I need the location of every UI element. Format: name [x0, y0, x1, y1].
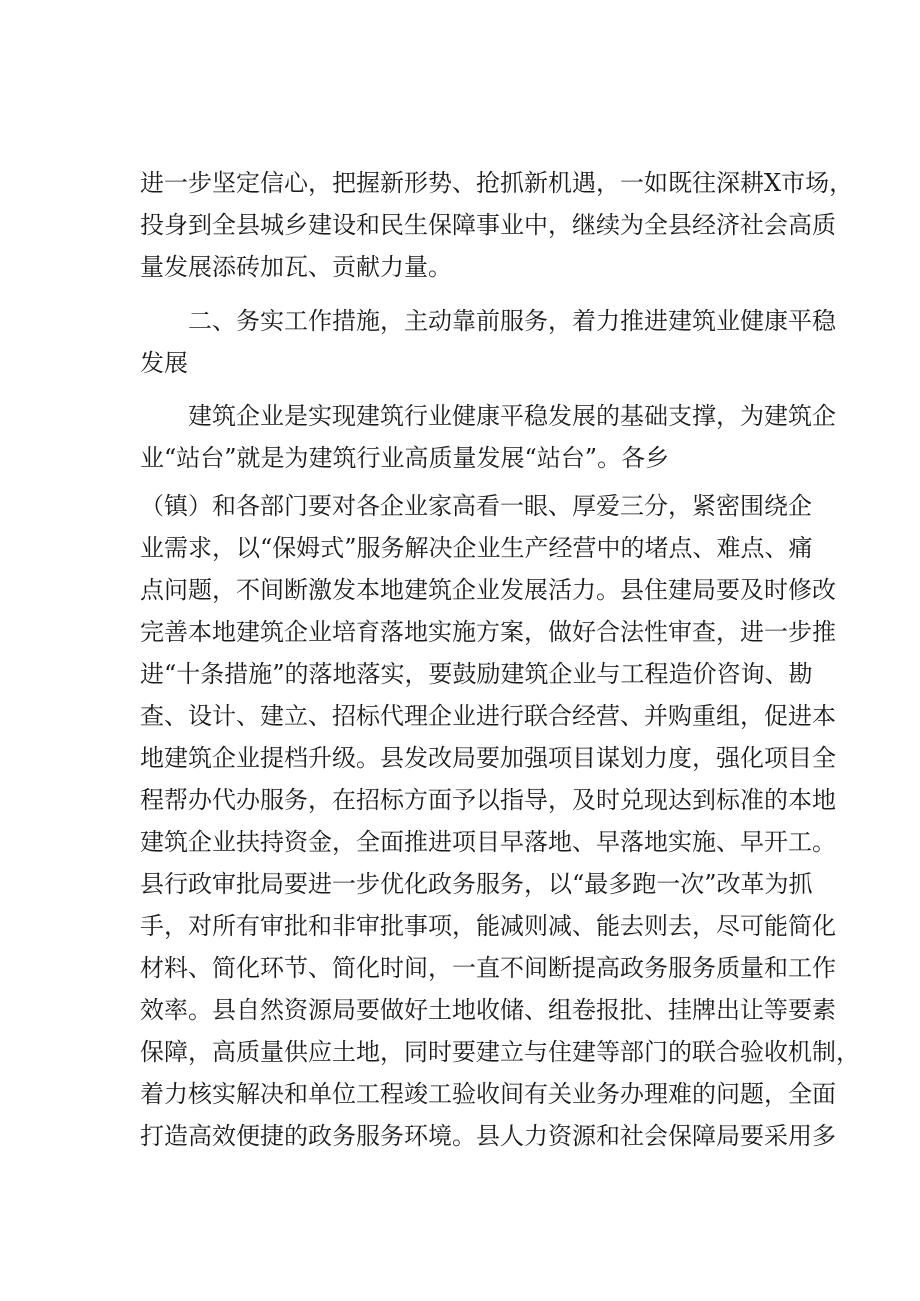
paragraph-2-line-10: 程帮办代办服务，在招标方面予以指导，及时兑现达到标准的本地 — [140, 786, 836, 814]
paragraph-2-line-17: 着力核实解决和单位工程竣工验收间有关业务办理难的问题，全面 — [140, 1080, 836, 1108]
paragraph-2-line-15: 效率。县自然资源局要做好土地收储、组卷报批、挂牌出让等要素 — [140, 996, 836, 1024]
paragraph-2-line-4: 业需求，以“保姆式”服务解决企业生产经营中的堵点、难点、痛 — [140, 534, 813, 562]
section-heading-line-1: 二、务实工作措施，主动靠前服务，着力推进建筑业健康平稳 — [188, 307, 836, 335]
paragraph-1-line-2: 投身到全县城乡建设和民生保障事业中，继续为全县经济社会高质 — [140, 211, 836, 239]
paragraph-1-line-3: 量发展添砖加瓦、贡献力量。 — [140, 253, 452, 281]
paragraph-2-line-2: 业“站台”就是为建筑行业高质量发展“站台”。各乡 — [140, 444, 670, 472]
paragraph-2-line-9: 地建筑企业提档升级。县发改局要加强项目谋划力度，强化项目全 — [140, 744, 836, 772]
paragraph-2-line-6: 完善本地建筑企业培育落地实施方案，做好合法性审查，进一步推 — [140, 618, 836, 646]
paragraph-2-line-12: 县行政审批局要进一步优化政务服务，以“最多跑一次”改革为抓 — [140, 870, 813, 898]
paragraph-2-line-8: 查、设计、建立、招标代理企业进行联合经营、并购重组，促进本 — [140, 702, 836, 730]
paragraph-2-line-18: 打造高效便捷的政务服务环境。县人力资源和社会保障局要采用多 — [140, 1122, 836, 1150]
paragraph-2-line-5: 点问题，不间断激发本地建筑企业发展活力。县住建局要及时修改 — [140, 576, 836, 604]
paragraph-2-line-1: 建筑企业是实现建筑行业健康平稳发展的基础支撑，为建筑企 — [188, 402, 836, 430]
section-heading-line-2: 发展 — [140, 349, 188, 377]
paragraph-2-line-14: 材料、简化环节、简化时间，一直不间断提高政务服务质量和工作 — [140, 954, 836, 982]
paragraph-2-line-7: 进“十条措施”的落地落实，要鼓励建筑企业与工程造价咨询、勘 — [140, 660, 813, 688]
paragraph-1-line-1: 进一步坚定信心，把握新形势、抢抓新机遇，一如既往深耕X市场， — [140, 169, 854, 197]
paragraph-2-line-16: 保障，高质量供应土地，同时要建立与住建等部门的联合验收机制， — [140, 1038, 860, 1066]
paragraph-2-line-3: （镇）和各部门要对各企业家高看一眼、厚爱三分，紧密围绕企 — [140, 492, 812, 520]
paragraph-2-line-13: 手，对所有审批和非审批事项，能减则减、能去则去，尽可能简化 — [140, 912, 836, 940]
paragraph-2-line-11: 建筑企业扶持资金，全面推进项目早落地、早落地实施、早开工。 — [140, 828, 836, 856]
